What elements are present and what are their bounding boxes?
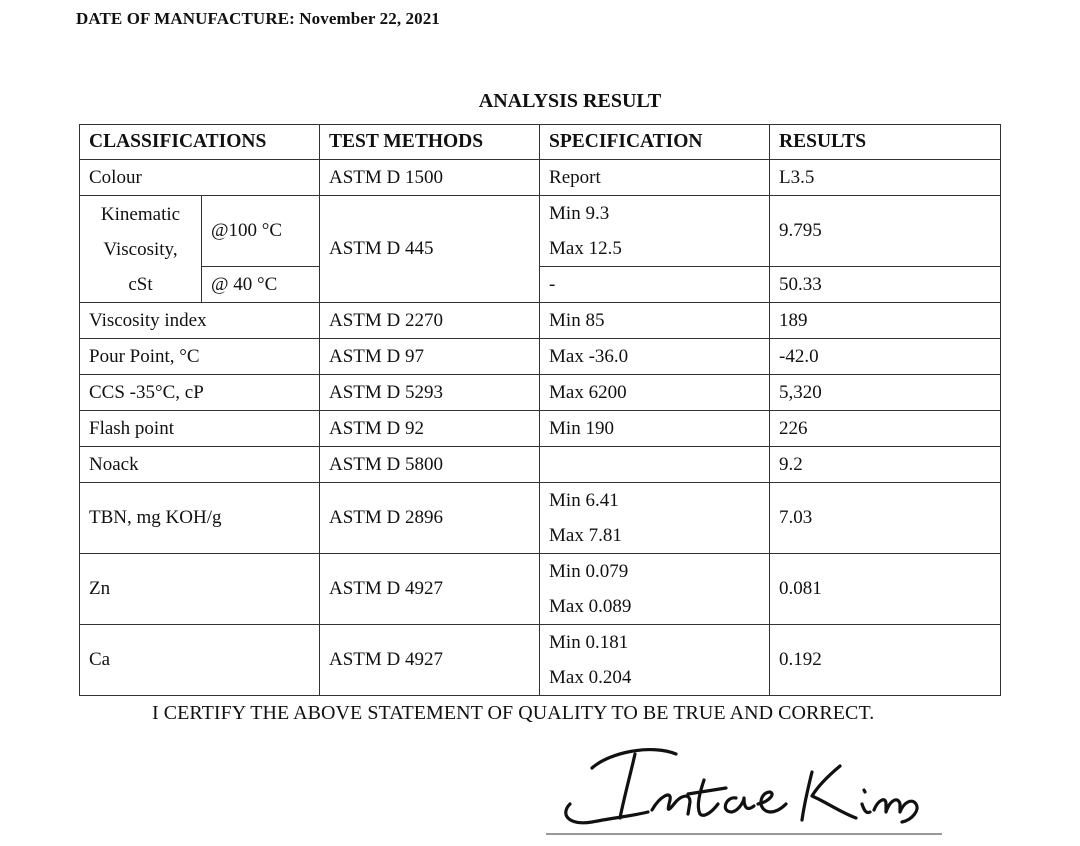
spec-cell	[540, 483, 770, 554]
spec-max: Max 0.089	[549, 596, 632, 617]
spec-cell	[540, 625, 770, 696]
spec-min: Min 6.41	[549, 490, 619, 511]
classification-cell: Ca	[80, 625, 320, 696]
document-title: ANALYSIS RESULT	[478, 90, 662, 112]
table-row	[80, 339, 1001, 375]
method-cell: ASTM D 5293	[320, 375, 540, 411]
table-row	[80, 160, 1001, 196]
handwritten-signature-icon	[540, 740, 950, 840]
result-cell: 226	[770, 411, 1001, 447]
spec-cell: Min 190	[540, 411, 770, 447]
spec-cell	[540, 554, 770, 625]
classification-cell: Pour Point, °C	[80, 339, 320, 375]
spec-cell	[540, 447, 770, 483]
kinematic-label-line: cSt	[128, 273, 153, 295]
method-cell: ASTM D 97	[320, 339, 540, 375]
result-cell: 5,320	[770, 375, 1001, 411]
method-cell: ASTM D 1500	[320, 160, 540, 196]
method-cell: ASTM D 92	[320, 411, 540, 447]
table-row	[80, 196, 1001, 267]
spec-min: Min 0.079	[549, 561, 629, 582]
header-classifications: CLASSIFICATIONS	[80, 125, 320, 160]
kinematic-label-line: Viscosity,	[103, 238, 178, 260]
spec-cell: -	[540, 267, 770, 303]
method-cell: ASTM D 2270	[320, 303, 540, 339]
table-header-row	[80, 125, 1001, 160]
result-cell: 189	[770, 303, 1001, 339]
spec-max: Max 12.5	[549, 238, 622, 259]
classification-cell: Noack	[80, 447, 320, 483]
spec-cell	[540, 196, 770, 267]
kinematic-viscosity-label	[80, 196, 202, 303]
spec-min: Min 0.181	[549, 632, 629, 653]
signature	[540, 740, 950, 845]
spec-max: Max 7.81	[549, 525, 622, 546]
spec-min: Min 9.3	[549, 203, 610, 224]
temperature-100-cell: @100 °C	[202, 196, 320, 267]
table-row	[80, 625, 1001, 696]
table-row	[80, 554, 1001, 625]
header-specification: SPECIFICATION	[540, 125, 770, 160]
classification-cell: Zn	[80, 554, 320, 625]
method-cell: ASTM D 4927	[320, 625, 540, 696]
table-row	[80, 411, 1001, 447]
classification-cell: Flash point	[80, 411, 320, 447]
table-row	[80, 303, 1001, 339]
spec-cell: Report	[540, 160, 770, 196]
table-row	[80, 375, 1001, 411]
spec-cell: Max 6200	[540, 375, 770, 411]
result-cell: 0.081	[770, 554, 1001, 625]
classification-cell: TBN, mg KOH/g	[80, 483, 320, 554]
result-cell: 50.33	[770, 267, 1001, 303]
temperature-40-cell: @ 40 °C	[202, 267, 320, 303]
result-cell: 9.2	[770, 447, 1001, 483]
analysis-result-table	[79, 124, 1001, 696]
classification-cell: Colour	[80, 160, 320, 196]
classification-cell: Viscosity index	[80, 303, 320, 339]
header-results: RESULTS	[770, 125, 1001, 160]
table-row	[80, 267, 1001, 303]
result-cell: -42.0	[770, 339, 1001, 375]
method-cell: ASTM D 5800	[320, 447, 540, 483]
header-test-methods: TEST METHODS	[320, 125, 540, 160]
table-row	[80, 483, 1001, 554]
result-cell: L3.5	[770, 160, 1001, 196]
kinematic-label-line: Kinematic	[100, 203, 181, 225]
result-cell: 9.795	[770, 196, 1001, 267]
certification-statement: I CERTIFY THE ABOVE STATEMENT OF QUALITY TO BE TRUE AND CORRECT.	[152, 702, 875, 724]
result-cell: 0.192	[770, 625, 1001, 696]
method-cell: ASTM D 4927	[320, 554, 540, 625]
table-row	[80, 447, 1001, 483]
date-of-manufacture: DATE OF MANUFACTURE: November 22, 2021	[76, 9, 440, 28]
method-cell: ASTM D 2896	[320, 483, 540, 554]
spec-cell: Max -36.0	[540, 339, 770, 375]
spec-cell: Min 85	[540, 303, 770, 339]
spec-max: Max 0.204	[549, 667, 632, 688]
result-cell: 7.03	[770, 483, 1001, 554]
method-cell: ASTM D 445	[320, 196, 540, 303]
classification-cell: CCS -35°C, cP	[80, 375, 320, 411]
